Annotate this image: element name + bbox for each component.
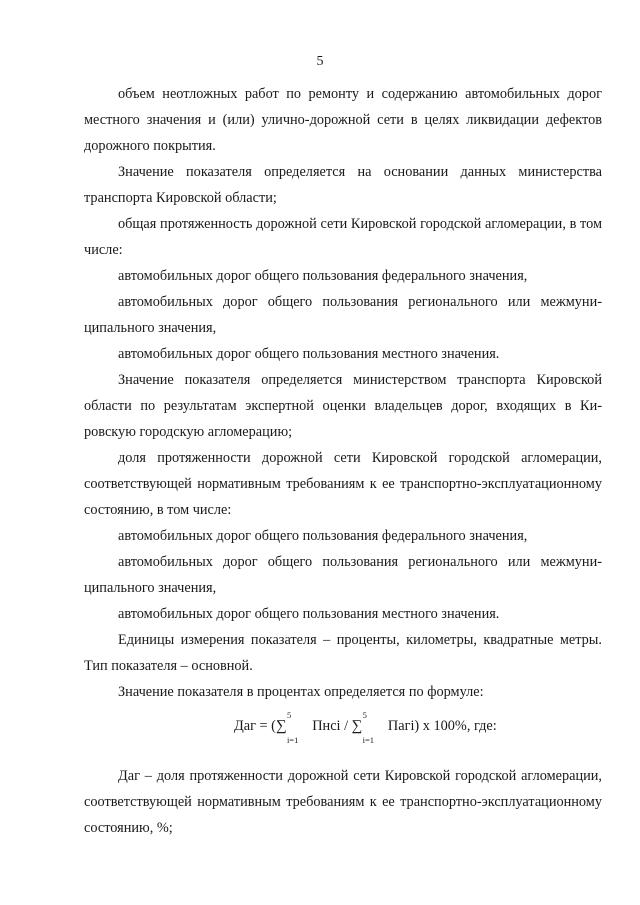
sum-symbol: ∑ 5 i=1: [275, 710, 299, 745]
sum-symbol: ∑ 5 i=1: [351, 710, 375, 745]
list-item: автомобильных дорог общего пользования регионального или межмуниципального значения,: [84, 294, 602, 336]
formula-term: Пнсi /: [308, 718, 352, 734]
page-number: 5: [316, 54, 324, 69]
paragraph: объем неотложных работ по ремонту и содержанию автомобильных дорог местного значения и (или) улично-дорожной сети в целях ликвидации дефектов дорожного покрытия.: [84, 86, 602, 154]
formula-lhs: Даг = (: [234, 718, 276, 734]
paragraph: Значение показателя определяется на основании данных министерства транспорта Кировской области;: [84, 164, 602, 206]
formula-term: Пагi) x 100%, где:: [384, 718, 497, 734]
list-item: автомобильных дорог общего пользования федерального значения,: [118, 528, 528, 544]
paragraph: доля протяженности дорожной сети Кировской городской агломерации, соответствующей нормативным требованиям к ее транспортно-эксплуатационному состоянию, в том числе:: [84, 450, 602, 518]
sum-lower-limit: i=1: [286, 734, 299, 745]
paragraph: Значение показателя в процентах определяется по формуле:: [118, 684, 484, 700]
list-item: автомобильных дорог общего пользования регионального или межмуниципального значения,: [84, 554, 602, 596]
list-item: автомобильных дорог общего пользования федерального значения,: [118, 268, 528, 284]
paragraph: Значение показателя определяется министерством транспорта Кировской области по результатам экспертной оценки владельцев дорог, входящих в Кировскую городскую агломерацию;: [84, 372, 602, 440]
list-item: автомобильных дорог общего пользования местного значения.: [118, 606, 500, 622]
paragraph: Даг – доля протяженности дорожной сети Кировской городской агломерации, соответствующей нормативным требованиям к ее транспортно-эксплуатационному состоянию, %;: [84, 768, 602, 836]
sum-upper-limit: 5: [362, 710, 367, 720]
sum-lower-limit: i=1: [362, 734, 375, 745]
list-item: автомобильных дорог общего пользования местного значения.: [118, 346, 500, 362]
paragraph: Единицы измерения показателя – проценты, километры, квадратные метры. Тип показателя – основной.: [84, 632, 602, 674]
body-text: [84, 81, 602, 841]
formula: [84, 710, 602, 745]
paragraph: общая протяженность дорожной сети Кировской городской агломерации, в том числе:: [84, 216, 602, 258]
sum-upper-limit: 5: [286, 710, 292, 720]
